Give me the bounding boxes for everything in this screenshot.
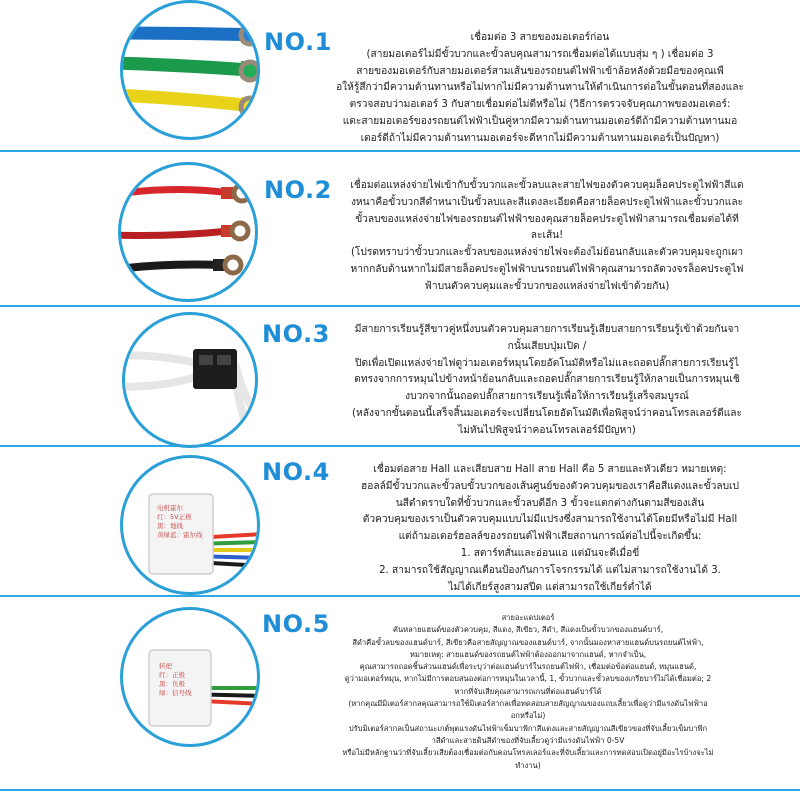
text-line: สายของมอเตอร์กับสายมอเตอร์สามเส้นของรถยนต์ไฟฟ้าเข้าล้อหลังด้วยมือของคุณเพื <box>356 65 724 77</box>
text-line: สีดำคือขั้วลบของแฮนด์บาร์, สีเขียวคือสายสัญญาณของแฮนด์บาร์, จากนั้นมองหาสายแฮนด์บนรถยนต์ไฟฟ้า, <box>352 637 704 647</box>
text-line: อกหรือไม่) <box>510 711 546 721</box>
text-line: หมายเหตุ: สายแฮนด์ของรถยนต์ไฟฟ้าต้องออกมาจากแฮนด์, หากจำเป็น, <box>409 649 647 659</box>
text-line: ไม่ได้เกียร์สูงสามสปีด แต่สามารถใช้เกียร์ต่ำได้ <box>448 581 652 593</box>
text-line: คุณสามารถถอดชิ้นส่วนแฮนด์เพื่อระบุว่าต่อแฮนด์บาร์ในรถยนต์ไฟฟ้า, เชื่อมต่อข้อต่อแฮนด์, หมุนแฮนด์, <box>359 662 697 672</box>
text-line: ปรับมิเตอร์สากลเป็นสถานะเกต์พุตแรงดันไฟฟ้าเข็มบาพีกาสีแดงและสายสัญญาณสีเขียวของที่จับเลี้ยวเข็มบาพีก <box>348 723 708 733</box>
label-line: 黑：负极 <box>159 680 185 688</box>
connector-label <box>159 662 209 698</box>
text-line: งบวกจากนั้นถอดปลั๊กสายการเรียนรู้เพื่อให้การเรียนรู้เสร็จสมบูรณ์ <box>405 391 689 403</box>
text-line: หรือไม่มีหลักฐานว่าที่จับเลี้ยวเสียต้องเชื่อมต่อกับคอนโทรลเลอร์และที่จับเลี้ยวและการทดสอบเปิดอยู่มีอะไรบ้างจะไม่ <box>342 748 714 758</box>
text-line: เชื่อมต่อสาย Hall และเสียบสาย Hall สาย Hall คือ 5 สายและหัวเดียว หมายเหตุ: <box>373 464 727 475</box>
text-line: หากกลับด้านหากไม่มีสายล็อคประตูไฟฟ้าบนรถยนต์ไฟฟ้าคุณสามารถลัดวงจรล็อคประตูไฟ <box>350 263 744 275</box>
step-number: NO.2 <box>264 176 332 204</box>
text-line: หากที่จับเสียคุณสามารถเกนที่ต่อแฮนด์บาร์ได้ <box>454 686 602 696</box>
step-description <box>268 612 788 772</box>
label-line: 黄绿蓝：霍尔线 <box>157 531 203 539</box>
throttle-connector-image <box>120 607 260 747</box>
text-line: ไม่หันไปพิสูจน์ว่าคอนโทรลเลอร์มีปัญหา) <box>458 424 636 436</box>
text-line: อให้รู้สึกว่ามีความต้านทานหรือไม่หากไม่มีความต้านทานให้ดำเนินการต่อในขั้นตอนที่สองและ <box>336 82 744 94</box>
power-wires-image <box>118 162 258 302</box>
learning-wire-image <box>122 312 258 448</box>
section-divider <box>0 789 800 791</box>
text-line: แตะสายมอเตอร์ของรถยนต์ไฟฟ้าเป็นคู่หากมีความต้านทานมอเตอร์ดีถ้ามีความต้านทานมอ <box>342 115 738 127</box>
label-line: 绿：信号线 <box>159 689 192 697</box>
label-line: 红：正极 <box>159 671 185 679</box>
step-description <box>315 462 785 596</box>
label-line: 电机霍尔 <box>157 504 183 512</box>
step-number: NO.5 <box>262 610 330 638</box>
text-line: งหนาคือขั้วบวกสีดำหนาเป็นขั้วลบและสีแดงละเอียดคือสายล็อคประตูไฟฟ้าและขั้วบวกและ <box>350 196 744 208</box>
text-line: สายอะแดปเตอร์ <box>501 613 555 622</box>
text-line: ฟ้าบนตัวควบคุมและขั้วบวกของแหล่งจ่ายไฟเข้าด้วยกัน) <box>424 280 670 292</box>
text-line: เตอร์ดีถ้าไม่มีความต้านทานมอเตอร์จะดีหากไม่มีความต้านทานมอเตอร์เป็นปัญหา) <box>360 132 720 144</box>
section-divider <box>0 445 800 447</box>
text-line: ตัวควบคุมของเราเป็นตัวควบคุมแบบไม่มีแปรงซึ่งสามารถใช้งานได้โดยมีหรือไม่มี Hall <box>362 514 738 526</box>
label-line: 红：5V正极 <box>157 513 192 521</box>
text-line: คันหลายแฮนด์ของตัวควบคุม, สีแดง, สีเขียว, สีดำ, สีแดงเป็นขั้วบวกของแฮนด์บาร์, <box>392 625 664 635</box>
text-line: (สายมอเตอร์ไม่มีขั้วบวกและขั้วลบคุณสามารถเชื่อมต่อได้แบบสุ่ม ๆ ) เชื่อมต่อ 3 <box>366 48 714 60</box>
label-line: 黑：地线 <box>157 522 183 530</box>
text-line: ปิดเพื่อเปิดแหล่งจ่ายไฟดูว่ามอเตอร์หมุนโดยอัตโนมัติหรือไม่และถอดปลั๊กสายการเรียนรู้ไ <box>355 357 739 369</box>
step-number: NO.4 <box>262 458 330 486</box>
text-line: าสีดำและสายดินสีดำของที่จับเลี้ยวดูว่ามีแรงดันไฟฟ้า 0-5V <box>431 735 625 745</box>
text-line: ดูว่ามอเตอร์หมุน, หากไม่มีการตอบสนองต่อการหมุนในเวลานี้, 1, ขั้วบวกและขั้วลบของเกรียบาร์ไม่ได้เชื่อมต่อ; 2 <box>344 674 712 684</box>
text-line: ฮอลล์มีขั้วบวกและขั้วลบขั้วบวกของเส้นศูนย์ของตัวควบคุมของเราคือสีแดงและขั้วลบเป <box>360 480 739 492</box>
text-line: เชื่อมต่อ 3 สายของมอเตอร์ก่อน <box>470 32 610 43</box>
step-number: NO.1 <box>264 28 332 56</box>
ring-terminal-image <box>120 0 260 140</box>
connector-label <box>157 504 209 540</box>
step-description <box>312 322 782 440</box>
section-divider <box>0 150 800 152</box>
text-line: ขั้วลบของแหล่งจ่ายไฟของรถยนต์ไฟฟ้าของคุณสายล็อคประตูไฟฟ้าสามารถเชื่อมต่อได้ที <box>355 213 739 225</box>
text-line: 2. สามารถใช้สัญญาณเตือนป้องกันการโจรกรรมได้ แต่ไม่สามารถใช้งานได้ 3. <box>379 564 721 576</box>
text-line: มีสายการเรียนรู้สีขาวคู่หนึ่งบนตัวควบคุมสายการเรียนรู้เสียบสายการเรียนรู้เข้าด้วยกันจา <box>354 324 740 335</box>
section-divider <box>0 305 800 307</box>
text-line: (หลังจากขั้นตอนนี้เสร็จสิ้นมอเตอร์จะเปลี่ยนโดยอัตโนมัติเพื่อพิสูจน์ว่าคอนโทรลเลอร์ดีและ <box>352 407 742 419</box>
text-line: ละเส้น! <box>530 230 564 242</box>
text-line: ทำงาน) <box>515 760 541 770</box>
text-line: (โปรดทราบว่าขั้วบวกและขั้วลบของแหล่งจ่ายไฟจะต้องไม่ย้อนกลับและตัวควบคุมจะถูกเผา <box>350 247 744 259</box>
text-line: ตรวจสอบว่ามอเตอร์ 3 กับสายเชื่อมต่อไม่ดีหรือไม่ (วิธีการตรวจจับคุณภาพของมอเตอร์: <box>349 99 731 111</box>
label-line: 转把 <box>159 662 172 670</box>
text-line: แต่ถ้ามอเตอร์ฮอลล์ของรถยนต์ไฟฟ้าเสียสถานการณ์ต่อไปนี้จะเกิดขึ้น: <box>398 531 702 543</box>
text-line: นสีดำตราบใดที่ขั้วบวกและขั้วลบดีอีก 3 ขั้วจะแตกต่างกันตามสีของเส้น <box>395 497 705 509</box>
text-line: ดทรงจากการหมุนไปข้างหน้าย้อนกลับและถอดปลั๊กสายการเรียนรู้ให้กลายเป็นการหมุนเชิ <box>354 374 740 386</box>
text-line: 1. สตาร์ทสั่นและอ่อนแอ แต่มันจะดีเมื่อขี่ <box>460 547 640 559</box>
step-description <box>305 30 775 148</box>
text-line: (หากคุณมีมิเตอร์สากลคุณสามารถใช้มิเตอร์สากลเพื่อทดสอบสายสัญญาณของแถบเลี้ยวเพื่อดูว่ามีแรงดันไฟฟ้าอ <box>348 699 708 709</box>
step-number: NO.3 <box>262 320 330 348</box>
hall-connector-image <box>120 455 260 595</box>
text-line: กนั้นเสียบปุ่มเปิด / <box>507 340 587 352</box>
step-description <box>312 178 782 296</box>
text-line: เชื่อมต่อแหล่งจ่ายไฟเข้ากับขั้วบวกและขั้วลบและสายไฟของตัวควบคุมล็อคประตูไฟฟ้าสีแด <box>350 180 744 191</box>
